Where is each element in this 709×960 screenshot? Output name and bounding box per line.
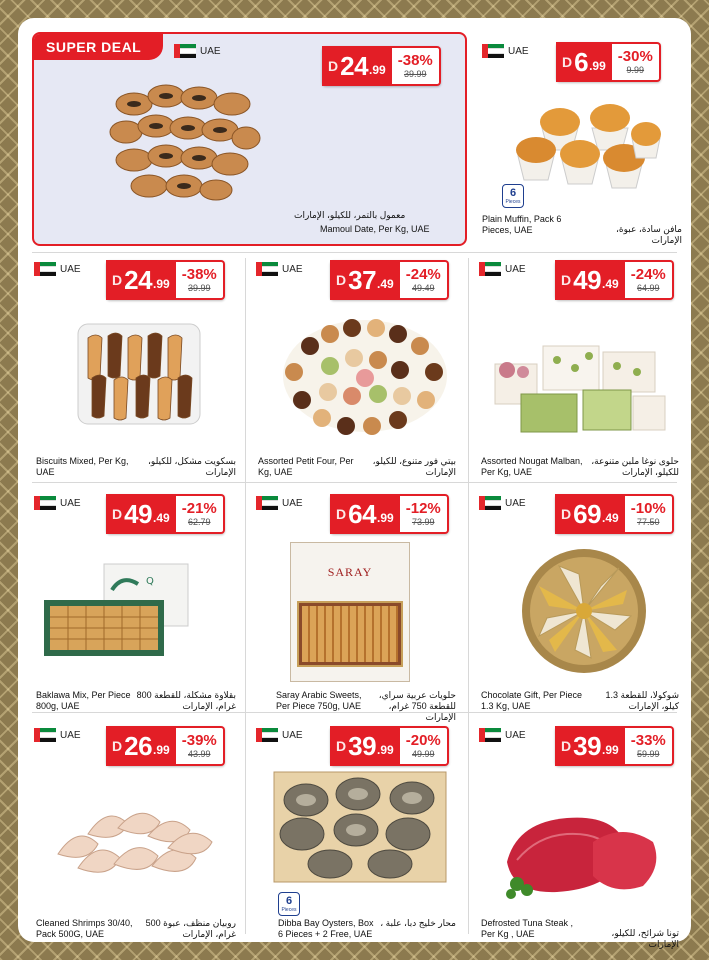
product-name-ar: بيتي فور متنوع، للكيلو، الإمارات: [372, 456, 456, 477]
product-name-ar: بسكويت مشكل، للكيلو، الإمارات: [148, 456, 236, 477]
price-tag: [556, 42, 661, 82]
origin-label: UAE: [282, 498, 303, 509]
product-card-biscuits[interactable]: [28, 256, 242, 480]
product-card-tuna[interactable]: [473, 718, 687, 949]
price-decimal: .99: [377, 511, 394, 525]
price-decimal: .99: [377, 743, 394, 757]
currency-symbol: D: [336, 506, 347, 522]
product-name-ar: بقلاوة مشكلة، للقطعة 800 غرام، الإمارات: [136, 690, 236, 711]
product-card-nougat[interactable]: [473, 256, 687, 480]
currency-symbol: D: [112, 506, 123, 522]
price-main: 64: [348, 498, 377, 529]
product-name-ar: شوكولا، للقطعة 1.3 كيلو، الإمارات: [605, 690, 679, 711]
tuna-steak-image: [497, 802, 667, 902]
origin-label: UAE: [282, 264, 303, 275]
uae-flag-icon: [34, 262, 56, 276]
saray-box: [290, 542, 410, 682]
biscuits-image: [74, 318, 204, 428]
uae-flag-icon: [479, 262, 501, 276]
product-card-oysters[interactable]: [250, 718, 464, 940]
product-name-ar: روبيان منظف، عبوة 500 غرام، الإمارات: [145, 918, 236, 939]
currency-symbol: D: [561, 738, 572, 754]
product-name-en: Assorted Petit Four, Per Kg, UAE: [258, 456, 354, 477]
currency-symbol: D: [561, 506, 572, 522]
currency-symbol: D: [112, 738, 123, 754]
price-main: 49: [573, 264, 602, 295]
product-name-en: Cleaned Shrimps 30/40, Pack 500G, UAE: [36, 918, 133, 939]
divider: [468, 258, 469, 934]
price-main: 24: [340, 50, 369, 81]
divider: [32, 482, 677, 483]
discount-percent: -33%: [630, 731, 666, 749]
price-main: 26: [124, 730, 153, 761]
old-price: 62.79: [187, 516, 211, 527]
discount-percent: -10%: [630, 499, 666, 517]
product-name-en: Defrosted Tuna Steak , Per Kg , UAE: [481, 918, 574, 939]
shrimps-image: [48, 804, 218, 894]
divider: [32, 712, 677, 713]
price-main: 37: [348, 264, 377, 295]
old-price: 64.99: [636, 282, 660, 293]
muffin-image: [509, 88, 662, 199]
price-tag: [330, 726, 449, 766]
old-price: 49.49: [411, 282, 435, 293]
price-decimal: .49: [602, 277, 619, 291]
price-decimal: .99: [369, 63, 386, 77]
price-main: 39: [573, 730, 602, 761]
old-price: 77.50: [636, 516, 660, 527]
flyer-sheet: [18, 18, 691, 949]
product-name-ar: حلويات عربية سراي، للقطعة 750 غرام، الإمارات: [378, 690, 456, 722]
origin-label: UAE: [282, 730, 303, 741]
price-tag: [106, 260, 225, 300]
origin-label: UAE: [60, 498, 81, 509]
product-card-baklawa[interactable]: [28, 488, 242, 710]
uae-flag-icon: [256, 728, 278, 742]
product-name-ar: تونا شرائح، للكيلو، الإمارات: [611, 928, 679, 949]
product-name-en: Assorted Nougat Malban, Per Kg, UAE: [481, 456, 583, 477]
old-price: 73.99: [411, 516, 435, 527]
currency-symbol: D: [336, 738, 347, 754]
price-decimal: .49: [377, 277, 394, 291]
baklawa-image: [42, 560, 192, 660]
discount-percent: -24%: [630, 265, 666, 283]
product-name-en: Dibba Bay Oysters, Box 6 Pieces + 2 Free, UAE: [278, 918, 374, 939]
origin-label: UAE: [60, 730, 81, 741]
price-decimal: .99: [602, 743, 619, 757]
currency-symbol: D: [328, 58, 339, 74]
price-tag: [555, 726, 674, 766]
origin-label: UAE: [508, 46, 529, 57]
price-decimal: .99: [153, 277, 170, 291]
price-main: 69: [573, 498, 602, 529]
svg-text:Q: Q: [146, 576, 154, 587]
discount-percent: -24%: [405, 265, 441, 283]
price-decimal: .99: [589, 59, 606, 73]
product-name-en: Baklawa Mix, Per Piece 800g, UAE: [36, 690, 131, 711]
product-card-saray[interactable]: [250, 488, 464, 722]
uae-flag-icon: [34, 496, 56, 510]
price-tag: [330, 494, 449, 534]
price-decimal: .49: [602, 511, 619, 525]
product-name-en: Plain Muffin, Pack 6 Pieces, UAE: [482, 214, 562, 235]
currency-symbol: D: [562, 54, 573, 70]
pieces-text: Pieces: [281, 907, 297, 913]
discount-percent: -38%: [397, 51, 433, 69]
old-price: 49.99: [411, 748, 435, 759]
origin-label: UAE: [505, 264, 526, 275]
product-name-ar: حلوى نوغا ملبن متنوعة، للكيلو، الإمارات: [591, 456, 679, 477]
price-decimal: .49: [153, 511, 170, 525]
price-tag: [322, 46, 441, 86]
currency-symbol: D: [561, 272, 572, 288]
origin-label: UAE: [505, 498, 526, 509]
uae-flag-icon: [479, 496, 501, 510]
product-name-en: Chocolate Gift, Per Piece 1.3 Kg, UAE: [481, 690, 583, 711]
product-card-petit-four[interactable]: [250, 256, 464, 480]
discount-percent: -20%: [405, 731, 441, 749]
uae-flag-icon: [34, 728, 56, 742]
price-main: 6: [574, 46, 589, 77]
discount-percent: -21%: [181, 499, 217, 517]
currency-symbol: D: [112, 272, 123, 288]
product-card-chocolate[interactable]: [473, 488, 687, 710]
chocolate-gift-image: [519, 546, 649, 676]
price-tag: [555, 260, 674, 300]
nougat-image: [491, 342, 667, 438]
price-tag: [330, 260, 449, 300]
price-main: 24: [124, 264, 153, 295]
old-price: 43.99: [187, 748, 211, 759]
price-decimal: .99: [153, 743, 170, 757]
oysters-image: [272, 770, 448, 884]
price-main: 49: [124, 498, 153, 529]
old-price: 39.99: [187, 282, 211, 293]
box-label: SARAY: [327, 565, 373, 579]
product-name-en: Mamoul Date, Per Kg, UAE: [320, 224, 430, 234]
price-tag: [555, 494, 674, 534]
product-name-ar: محار خليج دبا، علبة ،: [380, 918, 456, 928]
pieces-badge: [278, 892, 300, 916]
discount-percent: -12%: [405, 499, 441, 517]
super-deal-card[interactable]: [32, 32, 467, 246]
discount-percent: -38%: [181, 265, 217, 283]
product-name-en: Saray Arabic Sweets, Per Piece 750g, UAE: [276, 690, 362, 711]
discount-percent: -30%: [617, 47, 653, 65]
price-tag: [106, 726, 225, 766]
product-card-shrimps[interactable]: [28, 718, 242, 940]
uae-flag-icon: [482, 44, 504, 58]
uae-flag-icon: [256, 496, 278, 510]
product-name-en: Biscuits Mixed, Per Kg, UAE: [36, 456, 129, 477]
discount-percent: -39%: [181, 731, 217, 749]
mamoul-image: [104, 74, 264, 214]
pieces-text: Pieces: [505, 199, 521, 205]
price-main: 39: [348, 730, 377, 761]
pieces-count: 6: [285, 895, 293, 907]
old-price: 59.99: [636, 748, 660, 759]
currency-symbol: D: [336, 272, 347, 288]
divider: [32, 252, 677, 253]
origin-label: UAE: [505, 730, 526, 741]
product-name-ar: مافن سادة، عبوة، الإمارات: [616, 224, 682, 245]
uae-flag-icon: [256, 262, 278, 276]
petit-four-image: [280, 316, 450, 436]
old-price: 39.99: [403, 68, 427, 79]
product-name-ar: معمول بالتمر، للكيلو، الإمارات: [294, 210, 406, 220]
uae-flag-icon: [479, 728, 501, 742]
origin-label: UAE: [200, 46, 221, 57]
uae-flag-icon: [174, 44, 196, 58]
old-price: 9.99: [626, 64, 645, 75]
divider: [245, 258, 246, 934]
price-tag: [106, 494, 225, 534]
sweets-tray: [297, 601, 403, 667]
product-card-muffin[interactable]: [476, 32, 686, 246]
origin-label: UAE: [60, 264, 81, 275]
pieces-badge: [502, 184, 524, 208]
pieces-count: 6: [509, 187, 517, 199]
super-deal-tag: SUPER DEAL: [34, 34, 163, 60]
